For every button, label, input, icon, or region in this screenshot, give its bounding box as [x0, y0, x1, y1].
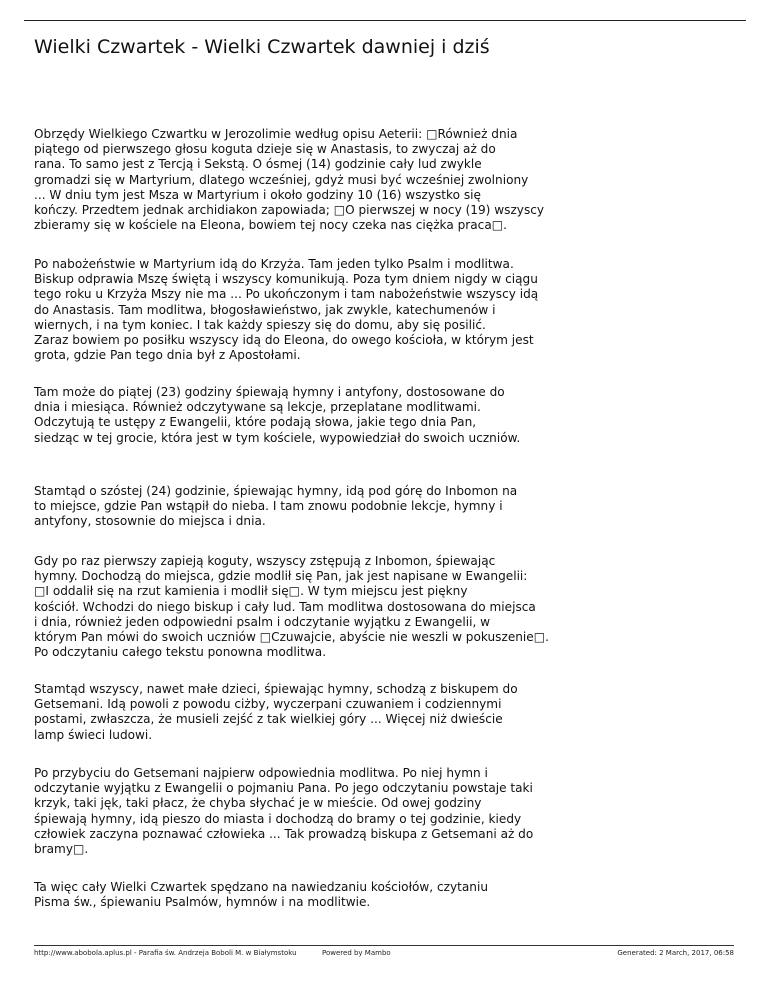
footer-powered-by: Powered by Mambo [322, 949, 391, 957]
footer-divider [34, 945, 734, 946]
paragraph-8: Ta więc cały Wielki Czwartek spędzano na nawiedzaniu kościołów, czytaniu Pisma św., śpiewaniu Psalmów, hymnów i na modlitwie. [34, 880, 488, 910]
top-divider [24, 20, 746, 21]
paragraph-3: Tam może do piątej (23) godziny śpiewają hymny i antyfony, dostosowane do dnia i miesiąca. Również odczytywane są lekcje, przeplatane modlitwami. Odczytują te ustępy z Ewangelii, które podają słowa, jakie tego dnia Pan, siedząc w tej grocie, która jest w tym kościele, wypowiedział do swoich uczniów. [34, 385, 521, 445]
paragraph-1: Obrzędy Wielkiego Czwartku w Jerozolimie według opisu Aeterii: □Również dnia piątego od pierwszego głosu koguta dzieje się w Anastasis, to zwyczaj aż do rana. To samo jest z Tercją i Sekstą. O ósmej (14) godzinie cały lud zwykle gromadzi się w Martyrium, dlatego wcześniej, gdyż musi być wcześniej zwolniony ... W dniu tym jest Msza w Martyrium i około godziny 10 (16) wszystko się kończy. Przedtem jednak archidiakon zapowiada; □O pierwszej w nocy (19) wszyscy zbieramy się w kościele na Eleona, bowiem tej nocy czeka nas ciężka praca□. [34, 127, 545, 233]
footer-generated-date: Generated: 2 March, 2017, 06:58 [617, 949, 734, 957]
page-title: Wielki Czwartek - Wielki Czwartek dawniej i dziś [34, 36, 490, 58]
paragraph-7: Po przybyciu do Getsemani najpierw odpowiednia modlitwa. Po niej hymn i odczytanie wyjątku z Ewangelii o pojmaniu Pana. Po jego odczytaniu powstaje taki krzyk, taki jęk, taki płacz, że chyba słychać je w mieście. Od owej godziny śpiewają hymny, idą pieszo do miasta i dochodzą do bramy o tej godzinie, kiedy człowiek zaczyna poznawać człowieka ... Tak prowadzą biskupa z Getsemani aż do bramy□. [34, 766, 534, 857]
footer-source-link[interactable]: http://www.abobola.aplus.pl - Parafia św. Andrzeja Boboli M. w Białymstoku [34, 949, 297, 957]
paragraph-6: Stamtąd wszyscy, nawet małe dzieci, śpiewając hymny, schodzą z biskupem do Getsemani. Idą powoli z powodu ciżby, wyczerpani czuwaniem i codziennymi postami, zwłaszcza, że musieli zejść z tak wielkiej góry ... Więcej niż dwieście lamp świeci ludowi. [34, 682, 518, 742]
paragraph-5: Gdy po raz pierwszy zapieją koguty, wszyscy zstępują z Inbomon, śpiewając hymny. Dochodzą do miejsca, gdzie modlił się Pan, jak jest napisane w Ewangelii: □I oddalił się na rzut kamienia i modlił się□. W tym miejscu jest piękny kościół. Wchodzi do niego biskup i cały lud. Tam modlitwa dostosowana do miejsca i dnia, również jeden odpowiedni psalm i odczytanie wyjątku z Ewangelii, w którym Pan mówi do swoich uczniów □Czuwajcie, abyście nie weszli w pokuszenie□. Po odczytaniu całego tekstu ponowna modlitwa. [34, 554, 550, 660]
paragraph-4: Stamtąd o szóstej (24) godzinie, śpiewając hymny, idą pod górę do Inbomon na to miejsce, gdzie Pan wstąpił do nieba. I tam znowu podobnie lekcje, hymny i antyfony, stosownie do miejsca i dnia. [34, 484, 518, 529]
paragraph-2: Po nabożeństwie w Martyrium idą do Krzyża. Tam jeden tylko Psalm i modlitwa. Biskup odprawia Mszę świętą i wszyscy komunikują. Poza tym dniem nigdy w ciągu tego roku u Krzyża Mszy nie ma ... Po ukończonym i tam nabożeństwie wszyscy idą do Anastasis. Tam modlitwa, błogosławieństwo, jak zwykle, katechumenów i wiernych, i na tym koniec. I tak każdy spieszy się do domu, aby się posilić. Zaraz bowiem po posiłku wszyscy idą do Eleona, do owego kościoła, w którym jest grota, gdzie Pan tego dnia był z Apostołami. [34, 257, 539, 363]
